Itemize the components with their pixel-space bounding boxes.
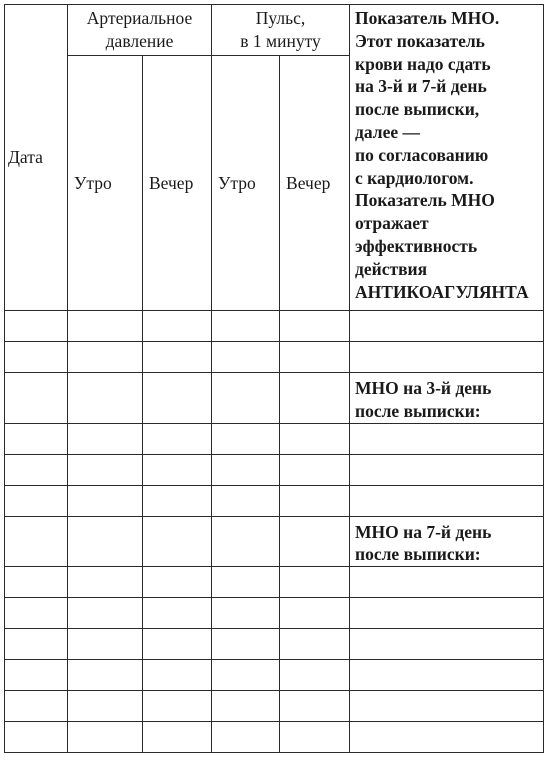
mno-day3-line-2: после выписки: xyxy=(355,400,481,421)
date-cell[interactable] xyxy=(5,660,68,691)
bp-evening-cell[interactable] xyxy=(143,660,212,691)
mno-day7-line-2: после выписки: xyxy=(355,544,481,565)
pulse-header-line-2: в 1 минуту xyxy=(240,30,321,51)
bp-evening-cell[interactable] xyxy=(143,342,212,373)
pulse-morning-cell[interactable] xyxy=(212,423,280,454)
bp-evening-cell[interactable] xyxy=(143,485,212,516)
mno-cell[interactable] xyxy=(350,629,544,660)
bp-morning-cell[interactable] xyxy=(68,722,143,753)
pulse-evening-cell[interactable] xyxy=(280,567,350,598)
pulse-evening-cell[interactable] xyxy=(280,311,350,342)
pulse-morning-cell[interactable] xyxy=(212,516,280,567)
bp-morning-header: Утро xyxy=(68,56,143,311)
date-cell[interactable] xyxy=(5,342,68,373)
mno-note xyxy=(350,5,544,311)
mno-note-line: с кардиологом. xyxy=(355,167,474,188)
mno-cell[interactable] xyxy=(350,722,544,753)
mno-cell[interactable] xyxy=(350,454,544,485)
pulse-header-line-1: Пульс, xyxy=(255,8,306,28)
pulse-morning-cell[interactable] xyxy=(212,485,280,516)
date-cell[interactable] xyxy=(5,373,68,424)
mno-day3-line-1: МНО на 3-й день xyxy=(355,378,492,398)
table-row xyxy=(5,342,544,373)
bp-evening-cell[interactable] xyxy=(143,373,212,424)
blood-pressure-header xyxy=(68,5,212,56)
table-row xyxy=(5,629,544,660)
table-row xyxy=(5,722,544,753)
mno-day7-line-1: МНО на 7-й день xyxy=(355,521,492,542)
bp-evening-cell[interactable] xyxy=(143,567,212,598)
date-cell[interactable] xyxy=(5,454,68,485)
mno-note-line: по согласованию xyxy=(355,144,489,165)
bp-evening-cell[interactable] xyxy=(143,454,212,485)
pulse-morning-cell[interactable] xyxy=(212,691,280,722)
table-row xyxy=(5,311,544,342)
pulse-morning-header: Утро xyxy=(212,56,280,311)
mno-day3-cell[interactable] xyxy=(350,373,544,424)
pulse-evening-cell[interactable] xyxy=(280,454,350,485)
table-row xyxy=(5,598,544,629)
mno-note-line: АНТИКОАГУЛЯНТА xyxy=(355,281,529,302)
date-column-header: Дата xyxy=(5,5,68,311)
blood-pressure-header-line-1: Артериальное xyxy=(86,8,193,28)
pulse-morning-cell[interactable] xyxy=(212,567,280,598)
pulse-morning-cell[interactable] xyxy=(212,454,280,485)
mno-cell[interactable] xyxy=(350,691,544,722)
bp-morning-cell[interactable] xyxy=(68,516,143,567)
pulse-evening-header: Вечер xyxy=(280,56,350,311)
bp-morning-cell[interactable] xyxy=(68,567,143,598)
mno-note-line: Показатель МНО xyxy=(355,190,495,211)
pulse-evening-cell[interactable] xyxy=(280,485,350,516)
bp-evening-cell[interactable] xyxy=(143,311,212,342)
date-cell[interactable] xyxy=(5,598,68,629)
mno-cell[interactable] xyxy=(350,342,544,373)
pulse-evening-cell[interactable] xyxy=(280,342,350,373)
bp-morning-cell[interactable] xyxy=(68,423,143,454)
pulse-evening-cell[interactable] xyxy=(280,598,350,629)
date-cell[interactable] xyxy=(5,516,68,567)
table-row xyxy=(5,660,544,691)
pulse-header xyxy=(212,5,350,56)
bp-evening-cell[interactable] xyxy=(143,722,212,753)
bp-morning-cell[interactable] xyxy=(68,598,143,629)
pulse-evening-cell[interactable] xyxy=(280,516,350,567)
pulse-morning-cell[interactable] xyxy=(212,722,280,753)
blood-pressure-log-table xyxy=(4,4,544,753)
bp-evening-cell[interactable] xyxy=(143,598,212,629)
pulse-morning-cell[interactable] xyxy=(212,373,280,424)
mno-note-line: отражает xyxy=(355,213,429,234)
bp-morning-cell[interactable] xyxy=(68,311,143,342)
bp-morning-cell[interactable] xyxy=(68,691,143,722)
bp-morning-cell[interactable] xyxy=(68,660,143,691)
mno-cell[interactable] xyxy=(350,660,544,691)
pulse-morning-cell[interactable] xyxy=(212,660,280,691)
pulse-evening-cell[interactable] xyxy=(280,373,350,424)
table-row xyxy=(5,567,544,598)
mno-cell[interactable] xyxy=(350,485,544,516)
bp-evening-header: Вечер xyxy=(143,56,212,311)
bp-morning-cell[interactable] xyxy=(68,454,143,485)
mno-note-line: эффективность xyxy=(355,235,478,256)
bp-morning-cell[interactable] xyxy=(68,342,143,373)
mno-note-line: крови надо сдать xyxy=(355,53,491,74)
mno-note-line: далее — xyxy=(355,121,420,142)
bp-morning-cell[interactable] xyxy=(68,373,143,424)
bp-morning-cell[interactable] xyxy=(68,629,143,660)
date-cell[interactable] xyxy=(5,311,68,342)
bp-evening-cell[interactable] xyxy=(143,629,212,660)
table-row xyxy=(5,691,544,722)
pulse-morning-cell[interactable] xyxy=(212,598,280,629)
mno-cell[interactable] xyxy=(350,598,544,629)
blood-pressure-header-line-2: давление xyxy=(105,30,174,51)
mno-day7-cell[interactable] xyxy=(350,516,544,567)
mno-note-line: после выписки, xyxy=(355,99,480,120)
pulse-evening-cell[interactable] xyxy=(280,722,350,753)
date-cell[interactable] xyxy=(5,423,68,454)
pulse-evening-cell[interactable] xyxy=(280,423,350,454)
mno-note-line: Показатель МНО. xyxy=(355,8,500,28)
date-cell[interactable] xyxy=(5,629,68,660)
pulse-morning-cell[interactable] xyxy=(212,629,280,660)
mno-cell[interactable] xyxy=(350,311,544,342)
date-cell[interactable] xyxy=(5,567,68,598)
mno-note-line: действия xyxy=(355,258,428,279)
pulse-morning-cell[interactable] xyxy=(212,342,280,373)
date-cell[interactable] xyxy=(5,722,68,753)
pulse-evening-cell[interactable] xyxy=(280,660,350,691)
bp-evening-cell[interactable] xyxy=(143,516,212,567)
table-row xyxy=(5,423,544,454)
mno-note-line: на 3-й и 7-й день xyxy=(355,76,487,97)
date-cell[interactable] xyxy=(5,691,68,722)
mno-cell[interactable] xyxy=(350,567,544,598)
pulse-evening-cell[interactable] xyxy=(280,691,350,722)
mno-note-line: Этот показатель xyxy=(355,30,485,51)
table-row xyxy=(5,373,544,424)
header-row-top xyxy=(5,5,544,56)
bp-morning-cell[interactable] xyxy=(68,485,143,516)
table-row xyxy=(5,516,544,567)
mno-cell[interactable] xyxy=(350,423,544,454)
table-row xyxy=(5,454,544,485)
date-cell[interactable] xyxy=(5,485,68,516)
table-row xyxy=(5,485,544,516)
pulse-evening-cell[interactable] xyxy=(280,629,350,660)
pulse-morning-cell[interactable] xyxy=(212,311,280,342)
bp-evening-cell[interactable] xyxy=(143,423,212,454)
bp-evening-cell[interactable] xyxy=(143,691,212,722)
